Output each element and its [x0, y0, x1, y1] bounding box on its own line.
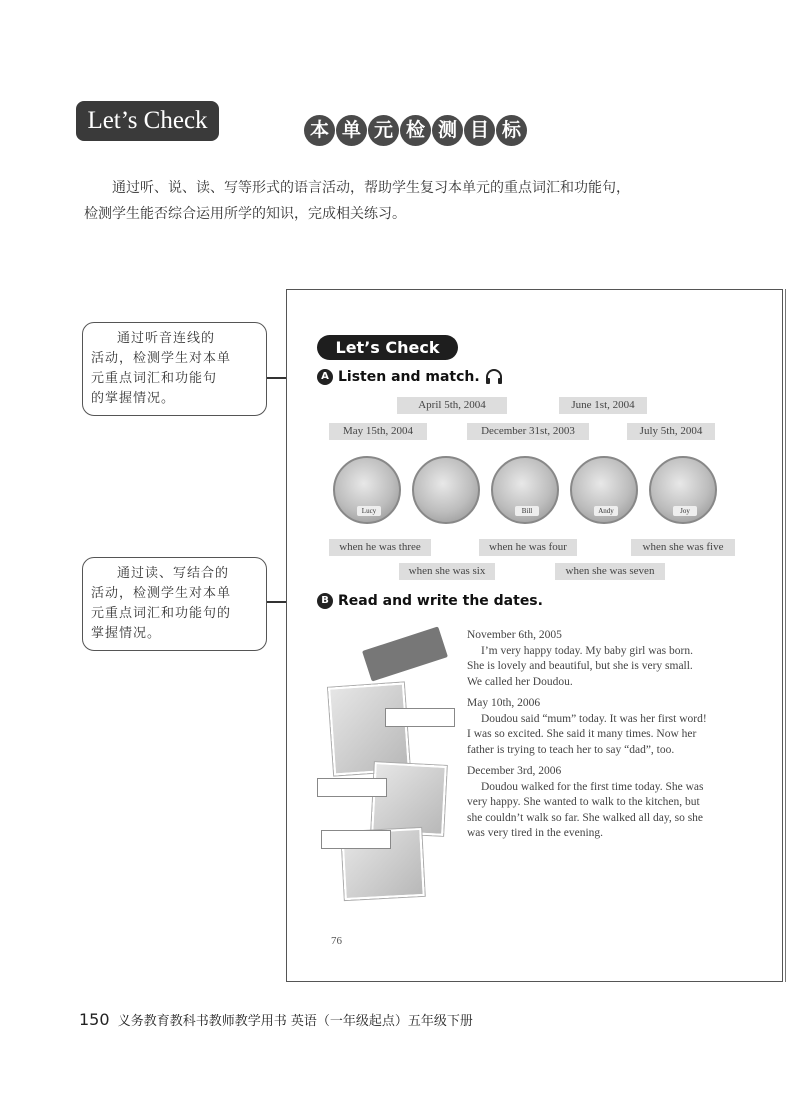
age-tag: when he was three — [329, 539, 431, 556]
baby-photo — [328, 682, 410, 775]
lets-check-pill: Let’s Check — [317, 335, 458, 360]
goal-char: 目 — [464, 115, 495, 146]
page-footer — [79, 1010, 473, 1029]
lets-check-tag: Let’s Check — [76, 101, 219, 141]
date-blank — [385, 708, 455, 727]
note-line: 通过读、写结合的 — [117, 566, 230, 581]
diary-date: May 10th, 2006 — [467, 697, 541, 709]
diary-text — [467, 628, 707, 842]
child-photo — [570, 456, 638, 524]
intro-paragraph — [84, 175, 724, 227]
section-b-badge: B — [317, 593, 333, 609]
note-read-write — [82, 557, 267, 651]
textbook-page-number: 76 — [331, 935, 342, 947]
note-line: 元重点词汇和功能句 — [91, 371, 218, 386]
note-listen-match — [82, 322, 267, 416]
goal-char: 测 — [432, 115, 463, 146]
book-title: 义务教育教科书教师教学用书 英语（一年级起点）五年级下册 — [117, 1014, 473, 1029]
note-line: 活动，检测学生对本单 — [91, 586, 232, 601]
date-tag: December 31st, 2003 — [467, 423, 589, 440]
child-photo — [333, 456, 401, 524]
unit-goal-title — [304, 115, 527, 146]
date-blank — [317, 778, 387, 797]
goal-char: 本 — [304, 115, 335, 146]
date-tag: June 1st, 2004 — [559, 397, 647, 414]
diary-entry: Doudou walked for the first time today. She was very happy. She wanted to walk to the kitchen, but she couldn’t walk so far. She walked all day, so she was very tired in the evening. — [467, 780, 704, 839]
note-line: 的掌握情况。 — [91, 391, 176, 406]
date-blank — [321, 830, 391, 849]
intro-line: 通过听、说、读、写等形式的语言活动，帮助学生复习本单元的重点词汇和功能句， — [112, 180, 630, 196]
diary-date: December 3rd, 2006 — [467, 765, 562, 777]
page-edge — [785, 289, 788, 982]
child-photo — [412, 456, 480, 524]
intro-line: 检测学生能否综合运用所学的知识，完成相关练习。 — [84, 206, 406, 222]
goal-char: 单 — [336, 115, 367, 146]
goal-char: 元 — [368, 115, 399, 146]
photo-name-label: Andy — [594, 506, 618, 516]
note-line: 掌握情况。 — [91, 626, 162, 641]
diary-book-illustration — [362, 626, 448, 681]
goal-char: 标 — [496, 115, 527, 146]
photo-name-label: Bill — [515, 506, 539, 516]
photo-name-label: Joy — [673, 506, 697, 516]
date-tag: April 5th, 2004 — [397, 397, 507, 414]
age-tag: when she was five — [631, 539, 735, 556]
note-line: 通过听音连线的 — [117, 331, 216, 346]
headphones-icon — [485, 369, 503, 385]
page-number: 150 — [79, 1010, 110, 1029]
section-a-heading — [317, 369, 503, 385]
age-tag: when he was four — [479, 539, 577, 556]
photo-name-label: Lucy — [357, 506, 381, 516]
diary-entry: Doudou said “mum” today. It was her first word! I was so excited. She said it many times. Now her father is trying to teach her to say “dad”, too. — [467, 712, 707, 756]
goal-char: 检 — [400, 115, 431, 146]
textbook-page — [286, 289, 783, 982]
child-photo — [649, 456, 717, 524]
section-b-title: Read and write the dates. — [338, 593, 543, 609]
diary-entry: I’m very happy today. My baby girl was born. She is lovely and beautiful, but she is very small. We called her Doudou. — [467, 644, 693, 688]
section-a-badge: A — [317, 369, 333, 385]
age-tag: when she was six — [399, 563, 495, 580]
note-line: 活动，检测学生对本单 — [91, 351, 232, 366]
baby-photo — [371, 762, 447, 836]
section-a-title: Listen and match. — [338, 369, 480, 385]
section-b-heading — [317, 593, 543, 609]
date-tag: July 5th, 2004 — [627, 423, 715, 440]
note-line: 元重点词汇和功能句的 — [91, 606, 232, 621]
age-tag: when she was seven — [555, 563, 665, 580]
child-photo — [491, 456, 559, 524]
diary-date: November 6th, 2005 — [467, 629, 562, 641]
date-tag: May 15th, 2004 — [329, 423, 427, 440]
